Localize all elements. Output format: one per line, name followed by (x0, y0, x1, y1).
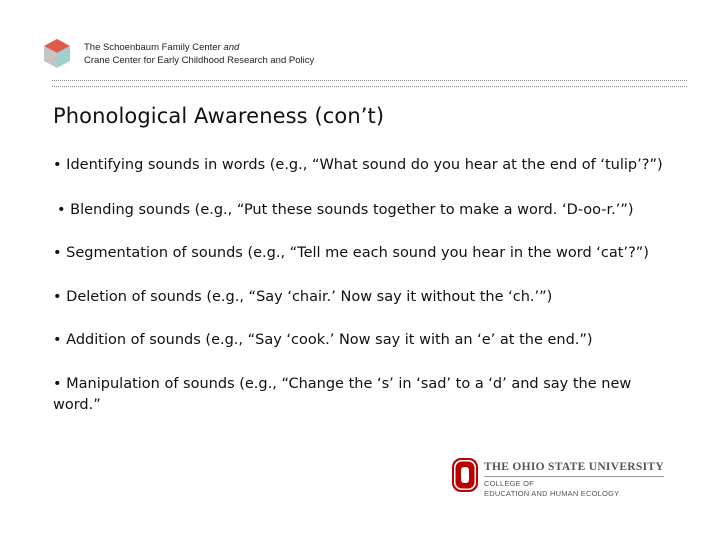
college-line1: COLLEGE OF (484, 479, 534, 488)
header-divider-top (52, 80, 687, 81)
header-divider-bottom (52, 86, 687, 87)
bullet-item: • Segmentation of sounds (e.g., “Tell me each sound you hear in the word ‘cat’?”) (53, 245, 649, 261)
organization-name (84, 41, 324, 67)
bullet-item: • Deletion of sounds (e.g., “Say ‘chair.’ Now say it without the ‘ch.’”) (53, 289, 553, 305)
isometric-cube-logo-icon (42, 38, 72, 70)
university-wordmark (484, 461, 668, 499)
university-name: THE OHIO STATE UNIVERSITY (484, 461, 664, 473)
slide-title: Phonological Awareness (con’t) (53, 104, 385, 128)
block-o-logo-icon (452, 458, 478, 492)
bullet-item: • Addition of sounds (e.g., “Say ‘cook.’ Now say it with an ‘e’ at the end.”) (53, 332, 593, 348)
org-line1-italic: and (223, 42, 240, 53)
org-line1: The Schoenbaum Family Center (84, 42, 224, 53)
bullet-item: • Identifying sounds in words (e.g., “What sound do you hear at the end of ‘tulip’?”) (53, 157, 663, 173)
org-line2: Crane Center for Early Childhood Research and Policy (84, 55, 315, 66)
college-line2: EDUCATION AND HUMAN ECOLOGY (484, 489, 620, 498)
bullet-item: • Manipulation of sounds (e.g., “Change the ‘s’ in ‘sad’ to a ‘d’ and say the new word.” (53, 376, 632, 413)
college-name (484, 479, 668, 499)
wordmark-divider (484, 476, 664, 477)
bullet-item: • Blending sounds (e.g., “Put these sounds together to make a word. ‘D-oo-r.’”) (57, 202, 634, 218)
